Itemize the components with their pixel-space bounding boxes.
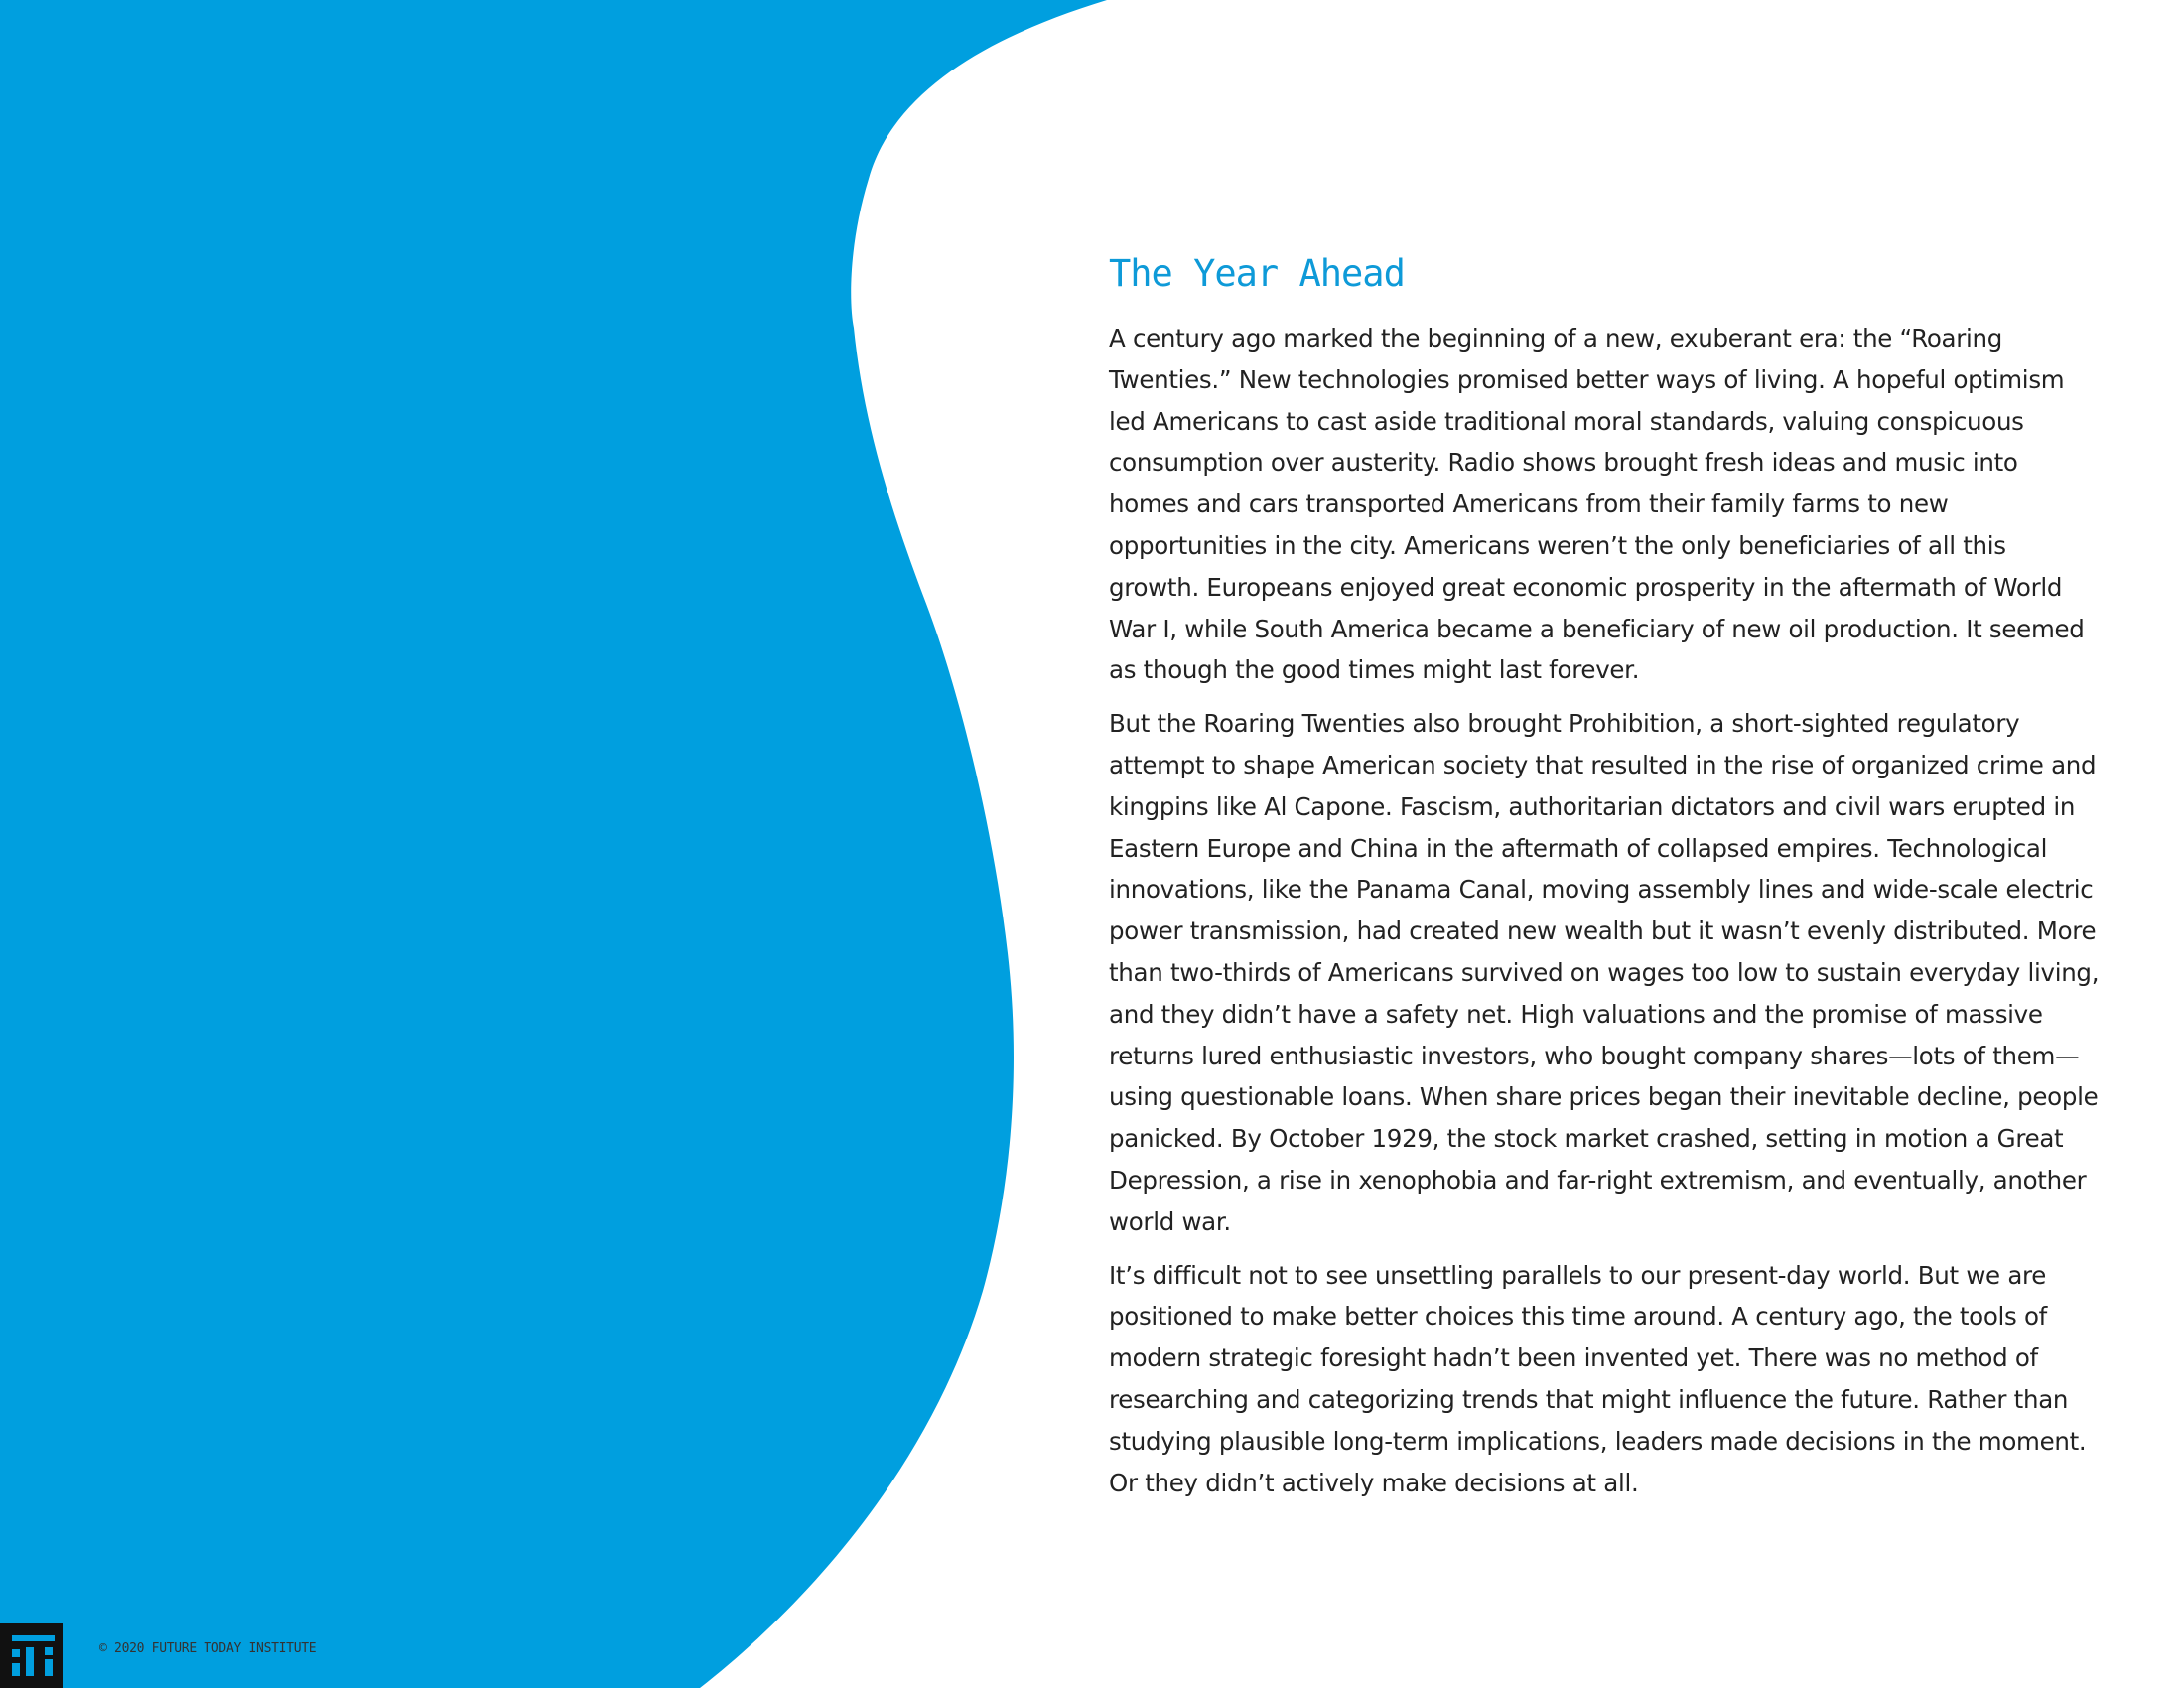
fti-logo-icon (0, 1623, 63, 1688)
paragraph-3: It’s difficult not to see unsettling parallels to our present-day world. But we are positioned to make better choices this time around. A century ago, the tools of modern strategic foresight hadn’t been invented yet. There was no method of researching and categorizing trends that might influence the future. Rather than studying plausible long-term implications, leaders made decisions in the moment. Or they didn’t actively make decisions at all. (1109, 1260, 2087, 1497)
paragraph-1: A century ago marked the beginning of a new, exuberant era: the “Roaring Twenties.” New technologies promised better ways of living. A hopeful optimism led Americans to cast aside traditional moral standards, valuing conspicuous consumption over austerity. Radio shows brought fresh ideas and music into homes and cars transported Americans from their family farms to new opportunities in the city. Americans weren’t the only beneficiaries of all this growth. Europeans enjoyed great economic prosperity in the aftermath of World War I, while South America became a beneficiary of new oil production. It seemed as though the good times might last forever. (1109, 324, 2085, 685)
copyright-text: © 2020 FUTURE TODAY INSTITUTE (99, 1641, 317, 1656)
article (1109, 248, 2102, 1515)
paragraph-2: But the Roaring Twenties also brought Prohibition, a short-sighted regulatory attempt to shape American society that resulted in the rise of organized crime and kingpins like Al Capone. Fascism, authoritarian dictators and civil wars erupted in Eastern Europe and China in the aftermath of collapsed empires. Technological innovations, like the Panama Canal, moving assembly lines and wide-scale electric power transmission, had created new wealth but it wasn’t evenly distributed. More than two-thirds of Americans survived on wages too low to sustain everyday living, and they didn’t have a safety net. High valuations and the promise of massive returns lured enthusiastic investors, who bought company shares—lots of them—using questionable loans. When share prices began their inevitable decline, people panicked. By October 1929, the stock market crashed, setting in motion a Great Depression, a rise in xenophobia and far-right extremism, and eventually, another world war. (1109, 709, 2100, 1236)
page-title: The Year Ahead (1109, 252, 1405, 295)
